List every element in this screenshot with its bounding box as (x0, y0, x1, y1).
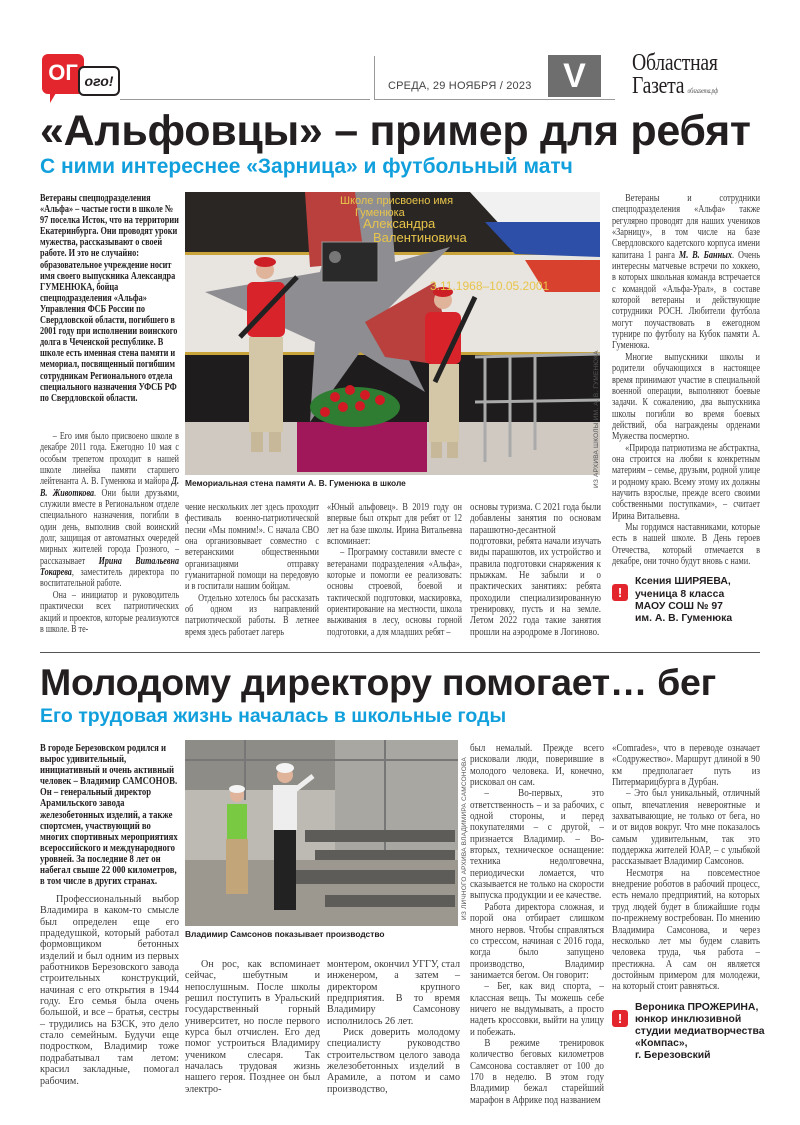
paragraph-text: – Бег, как вид спорта, – классная вещь. Ты можешь себе ничего не выдумывать, а просто надеть кроссовки, выйти на улицу и побежать. (470, 981, 604, 1038)
paragraph (470, 788, 604, 901)
masthead-site: облгазета.рф (687, 87, 718, 95)
paragraph (185, 502, 319, 593)
article2-subheadline: Его трудовая жизнь началась в школьные годы (40, 705, 507, 727)
wall-text-2: Гуменюка (355, 207, 405, 219)
article2-column-2 (185, 959, 320, 1095)
paragraph-text: чение нескольких лет здесь проходит фестиваль военно-патриотической песни «Мы помним!». С начала СВО она организовывает совместно с ветеранскими общественными организациями отправку гуманитарной помощи на передовую и в госпитали нашим бойцам. (185, 502, 319, 593)
paragraph-text: Профессиональный выбор Владимира в каком-то смысле был определен еще его прадедушкой, который работал формовщиком бетонных изделий и был одним из первых работников Березовского завода строительных конструкций, начиная с его открытия в 1944 году. Его семья была очень большой, и все – братья, сестры – трудились на БЗСК, это дело стало семейным. Будучи еще подростком, Владимир тоже подрабатывал там летом: красил закладные, помогал рабочим. (40, 894, 179, 1087)
paragraph (327, 502, 462, 547)
paragraph-text: Работа директора сложная, и порой она отбирает слишком много нервов. Чтобы справляться со стрессом, начиная с 2016 года, когда было запущено производство, Владимир занимается бегом. Он говорит: (470, 901, 604, 981)
paragraph-text: . Очень интересны матчевые встречи по хоккею, в которых школьная команда встречается с командой «Альфа-Урал», в составе которой ветераны и действующие сотрудники РОСН. Любители футбола могут поучаствовать в ежегодном турнире по футболу на Кубок памяти А. Гуменюка. (612, 249, 760, 352)
article2-column-4 (470, 743, 604, 1106)
article-divider (40, 652, 760, 653)
paragraph-text: Несмотря на повсеместное внедрение роботов в рабочий процесс, есть немало предприятий, на которых труд людей будет в ближайшие годы по-прежнему востребован. По мнению Владимира Самсонова, и через несколько лет мы будем славить человека труда, чья работа – престижна. А сам он является достойным примером для молодежи, на который стоит равняться. (612, 867, 760, 993)
paragraph (40, 590, 179, 635)
paragraph-text: «Природа патриотизма не абстрактна, она строится на любви к конкретным материям – семье, друзьям, родной улице и родному краю. Всему этому их должны научить взрослые, прежде всего своими собственными поступками», – считает Ирина Витальевна. (612, 442, 760, 522)
paragraph (612, 352, 760, 443)
article1-column-2 (185, 502, 319, 638)
exclamation-icon: ! (612, 1010, 628, 1027)
paragraph-text: Отдельно хотелось бы рассказать об одном из направлений патриотической работы. В летнее время здесь работает лагерь (185, 592, 319, 638)
header-separator (374, 56, 375, 100)
masthead-line1: Областная (632, 50, 718, 76)
author-line: им. А. В. Гуменюка (635, 612, 733, 624)
paragraph (185, 959, 320, 1095)
paragraph (185, 593, 319, 638)
logo-og: ОГ (42, 54, 84, 94)
masthead-line2: Газета (632, 73, 685, 99)
paragraph (470, 502, 601, 638)
article2-column-5-wrap (612, 743, 772, 1063)
paragraph (612, 522, 760, 567)
author-line: юнкор инклюзивной (635, 1013, 742, 1025)
paragraph (612, 443, 760, 522)
author-name: Ксения ШИРЯЕВА, (635, 576, 731, 588)
author-line: «Компас», (635, 1038, 688, 1050)
paragraph (470, 1038, 604, 1106)
article2-column-1 (40, 894, 179, 1087)
paragraph-text: – Программу составили вместе с ветеранами подразделения «Альфа», которые и помогли ее реализовать: основы строевой, боевой и тактической подготовки, маскировка, ориентирование на местности, школа выживания в лесу, основы горной подготовки, а для младших ребят – (327, 547, 462, 638)
paragraph (40, 431, 179, 590)
emphasized-name: Ирина Витальевна Токарева (40, 555, 179, 579)
paragraph-text: Она – инициатор и руководитель практически всех патриотических акций и проектов, которые реализуются в школе. В те- (40, 589, 179, 635)
paragraph (40, 894, 179, 1087)
paragraph (470, 981, 604, 1038)
paragraph-text: Ветераны и сотрудники спецподразделения «Альфа» также регулярно проводят для наших учеников «Зарницу», в том числе на базе Свердловского кадетского корпуса имени капитана 1 ранга (612, 193, 760, 261)
article1-subheadline: С ними интереснее «Зарница» и футбольный матч (40, 155, 573, 178)
paragraph-text: «Юный альфовец». В 2019 году он впервые был открыт для ребят от 12 лет на базе школы. Ирина Витальевна вспоминает: (327, 502, 462, 548)
emphasized-name: М. В. Банных (678, 249, 733, 261)
paragraph (327, 1027, 460, 1095)
article1-lead: Ветераны спецподразделения «Альфа» – частые гости в школе № 97 поселка Исток, что на территории Екатеринбурга. Они проводят уроки мужества, рассказывают о своей работе. И это не случайно: образовательное учреждение носит имя своего выпускника Александра ГУМЕНЮКА, бойца спецподразделения «Альфа» Управления ФСБ России по Свердловской области, погибшего в 2001 году при исполнении воинского долга в Чеченской республике. В школе есть именная стена памяти и мемориал, посвященный погибшим сотрудникам Регионального отдела специального назначения УФСБ РФ по Свердловской области. (40, 193, 179, 404)
author-line: г. Березовский (635, 1050, 711, 1062)
paragraph (612, 868, 760, 993)
paragraph-text: Мы гордимся наставниками, которые есть в нашей школе. В День героев Отечества, который отмечается в декабре, они точно будут вновь с нами. (612, 521, 760, 567)
exclamation-icon: ! (612, 584, 628, 601)
article1-headline: «Альфовцы» – пример для ребят (40, 107, 751, 155)
paragraph-text: , заместитель директора по воспитательной работе. (40, 567, 179, 590)
header-rule (120, 99, 370, 100)
paragraph-text: Риск доверить молодому специалисту руководство строительством целого завода железобетонных изделий в Арамиле, а потом и само производство, (327, 1027, 460, 1095)
article2-headline: Молодому директору помогает… бег (40, 661, 716, 703)
article2-author (612, 1002, 772, 1063)
article2-column-5 (612, 743, 760, 993)
article1-column-4 (470, 502, 601, 638)
article2-photo-credit: ИЗ ЛИЧНОГО АРХИВА ВЛАДИМИРА САМСОНОВА (461, 757, 468, 920)
paragraph-text: «Comrades», что в переводе означает «Содружество». Маршрут длиной в 90 км предполагает путь из Питермарицбурга в Дурбан. (612, 743, 760, 789)
article2-column-3 (327, 959, 460, 1095)
paragraph-text: В режиме тренировок количество беговых километров Самсонова составляет от 100 до 170 в неделю. В этом году Владимир бежал старейший марафон в Африке под названием (470, 1037, 604, 1106)
paragraph (612, 193, 760, 352)
issue-date: СРЕДА, 29 НОЯБРЯ / 2023 (388, 80, 532, 92)
author-name: Вероника ПРОЖЕРИНА, (635, 1001, 759, 1013)
paragraph (612, 788, 760, 867)
paragraph-text: Многие выпускники школы и родители обучающихся в настоящее время принимают участие в специальной военной операции, выполняют боевые задачи. К сожалению, два выпускника школы погибли во время боевых действий, оба награждены орденами Мужества посмертно. (612, 351, 760, 443)
paragraph (327, 547, 462, 638)
author-line: студии медиатворчества (635, 1025, 765, 1037)
article1-column-5-wrap (612, 193, 762, 625)
paragraph-text: Он рос, как вспоминает сейчас, шебутным и непослушным. После школы решил поступить в Уральский государственный горный университет, но после первого курса был отчислен. Его дед помог устроиться Владимиру учеником слесаря. Так началась трудовая жизнь нашего героя. Позднее он был электро- (185, 959, 320, 1095)
wall-text-1: Школе присвоено имя (340, 195, 454, 207)
emphasized-name: Д. В. Животкова (40, 476, 179, 499)
paragraph (327, 959, 460, 1027)
article1-column-1 (40, 431, 179, 635)
article1-column-3 (327, 502, 462, 638)
author-line: МАОУ СОШ № 97 (635, 600, 723, 612)
paragraph (470, 743, 604, 788)
paragraph-text: – Его имя было присвоено школе в декабре 2011 года. Ежегодно 10 мая с особым трепетом проходит в нашей школе линейка памяти старшего лейтенанта А. В. Гуменюка и майора (40, 431, 179, 488)
paragraph-text: – Это был уникальный, отличный опыт, впечатления невероятные и захватывающие, не только от бега, но и от видов вокруг. Что мне показалось самым удивительным, так это поддержка жителей ЮАР, – с улыбкой рассказывает Владимир Самсонов. (612, 788, 760, 868)
header-rule-right (375, 99, 615, 100)
paragraph-text: – Во-первых, это ответственность – и за рабочих, с одной стороны, и перед покупателями – с другой, – признается Владимир. – Во-вторых, техническое оснащение: техника недолговечна, периодически ломается, что сказывается не только на скорости выпуска продукции и ее качестве. (470, 788, 604, 902)
wall-text-4: Валентиновича (373, 230, 467, 245)
article1-photo-credit: ИЗ АРХИВА ШКОЛЫ ИМ. А. В. ГУМЕНЮКА (593, 350, 600, 488)
paragraph (612, 743, 760, 788)
paragraph (470, 902, 604, 981)
article1-author (612, 576, 762, 625)
article2-lead: В городе Березовском родился и вырос удивительный, инициативный и очень активный человек – Владимир САМСОНОВ. Он – генеральный директор Арамильского завода железобетонных изделий, а также спортсмен, участвующий во многих спортивных мероприятиях всероссийского и международного уровней. За последние 8 лет он набегал свыше 22 000 километров, в том числе в других странах. (40, 743, 178, 888)
article1-column-5 (612, 193, 760, 567)
logo-ogo: ого! (78, 66, 120, 96)
masthead (632, 52, 718, 98)
paragraph-text: . Они были друзьями, служили вместе в Региональном отделе специального назначения, погибли в один день, выполнив свой воинский долг, защищая от автоматных очередей мирных жителей города Грозного, – рассказывает (40, 487, 180, 567)
section-letter: V (548, 55, 601, 97)
article1-photo-memorial (185, 192, 600, 475)
author-line: ученица 8 класса (635, 588, 725, 600)
wall-text-3: Александра (363, 216, 436, 231)
article2-photo-factory (185, 740, 458, 926)
article1-photo-caption: Мемориальная стена памяти А. В. Гуменюка в школе (185, 478, 406, 488)
paragraph-text: монтером, окончил УГГУ, стал инженером, а затем – директором крупного предприятия. В то время Владимиру Самсонову исполнилось 26 лет. (327, 959, 460, 1027)
paragraph-text: основы туризма. С 2021 года были добавлены занятия по основам парашютно-десантной подготовки, ребята начали изучать виды парашютов, их устройство и правила подготовки снаряжения к прыжкам. Не забыли и о практических занятиях: ребята проходили специализированную тренировку, пусть и на земле. Летом 2022 года такие занятия прошли на аэродроме в Логиново. (470, 502, 602, 638)
wall-text-dates: 3.11.1968–10.05.2001 (430, 279, 550, 293)
paragraph-text: был немалый. Прежде всего рисковали люди, поверившие в молодого человека. И, конечно, рисковал он сам. (470, 743, 604, 789)
article2-photo-caption: Владимир Самсонов показывает производство (185, 929, 385, 939)
